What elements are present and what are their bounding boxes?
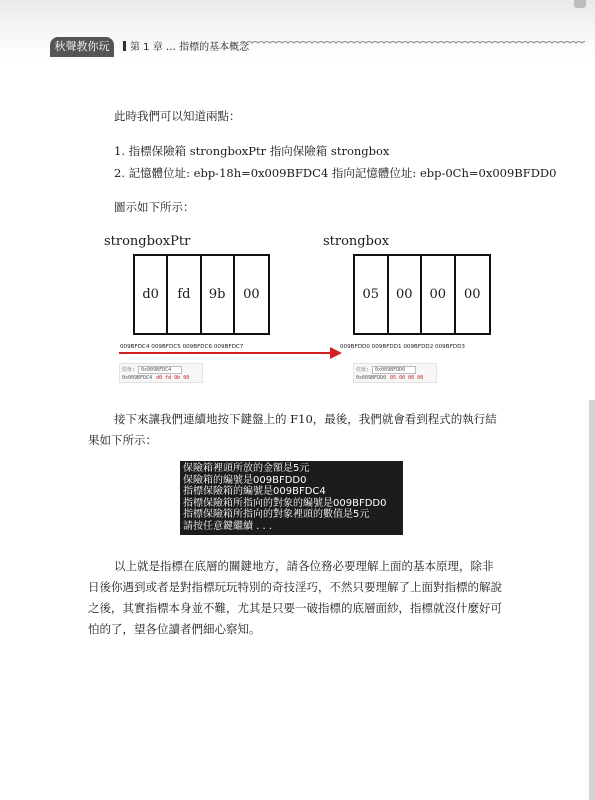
figure-caption: 圖示如下所示： (114, 200, 195, 214)
console-output (180, 461, 403, 535)
console-line: 指標保險箱所指向的對象的編號是009BFDD0 (183, 497, 387, 509)
watch-address-field-label: 位址: (356, 367, 370, 373)
watch-address-input: 0x009BFDD0 (372, 366, 416, 374)
header-wavy-line (240, 40, 585, 46)
watch-address-field-label: 位址: (122, 367, 136, 373)
chapter-header (123, 38, 249, 53)
chapter-title: 第 1 章 … 指標的基本概念 (130, 42, 250, 53)
watch-row-bytes: 05 00 00 00 (390, 375, 424, 381)
memory-cell: 00 (389, 256, 423, 333)
memory-cell: 05 (355, 256, 389, 333)
book-title-tab: 秋聲教你玩 (50, 37, 114, 57)
intro-text: 此時我們可以知道兩點： (114, 109, 241, 123)
pointer-arrow (119, 346, 344, 360)
strongbox-watch-panel (353, 363, 437, 383)
memory-cell: d0 (135, 256, 168, 333)
watch-row-address: 0x009BFDD0 (356, 375, 387, 381)
memory-cell: fd (168, 256, 201, 333)
console-line: 請按任意鍵繼續 . . . (183, 520, 273, 532)
console-line: 指標保險箱的編號是009BFDC4 (183, 486, 326, 497)
strongbox-memory-cells (353, 254, 491, 335)
console-line: 保險箱裡頭所放的金額是5元 (183, 463, 310, 474)
paragraph-summary: 以上就是指標在底層的關鍵地方，請各位務必要理解上面的基本原理，除非日後你遇到或者是對指標玩玩特別的奇技淫巧，不然只要理解了上面對指標的解說之後，其實指標本身並不難，尤其是只要一破指標的底層面紗，指標就沒什麼好可怕的了，望各位讀者們細心察知。 (88, 559, 502, 636)
watch-row-address: 0x009BFDC4 (122, 375, 153, 381)
memory-cell: 00 (422, 256, 456, 333)
strongbox-label: strongbox (323, 234, 390, 249)
chapter-marker (123, 41, 126, 51)
point-1: 1. 指標保險箱 strongboxPtr 指向保險箱 strongbox (114, 144, 390, 158)
watch-row-bytes: d0 fd 9b 00 (156, 375, 190, 381)
paragraph-f10: 接下來讓我們連續地按下鍵盤上的 F10，最後，我們就會看到程式的執行結果如下所示： (88, 412, 497, 447)
strongboxptr-addresses: 009BFDC4 009BFDC5 009BFDC6 009BFDC7 (120, 344, 244, 350)
console-line: 保險箱的編號是009BFDD0 (183, 474, 307, 486)
strongboxptr-label: strongboxPtr (104, 234, 191, 249)
watch-address-input: 0x009BFDC4 (138, 366, 182, 374)
page-corner-mark (574, 0, 586, 8)
strongboxptr-watch-panel (119, 363, 203, 383)
memory-cell: 00 (243, 287, 260, 302)
memory-cell: 00 (463, 287, 481, 302)
memory-cell: 9b (202, 256, 235, 333)
console-line: 指標保險箱所指向的對象裡頭的數值是5元 (183, 509, 370, 520)
strongboxptr-memory-cells (133, 254, 270, 335)
point-2: 2. 記憶體位址: ebp-18h=0x009BFDC4 指向記憶體位址: ebp-0Ch=0x009BFDD0 (114, 166, 557, 180)
page-edge-strip (589, 400, 595, 800)
strongbox-addresses: 009BFDD0 009BFDD1 009BFDD2 009BFDD3 (340, 344, 465, 350)
